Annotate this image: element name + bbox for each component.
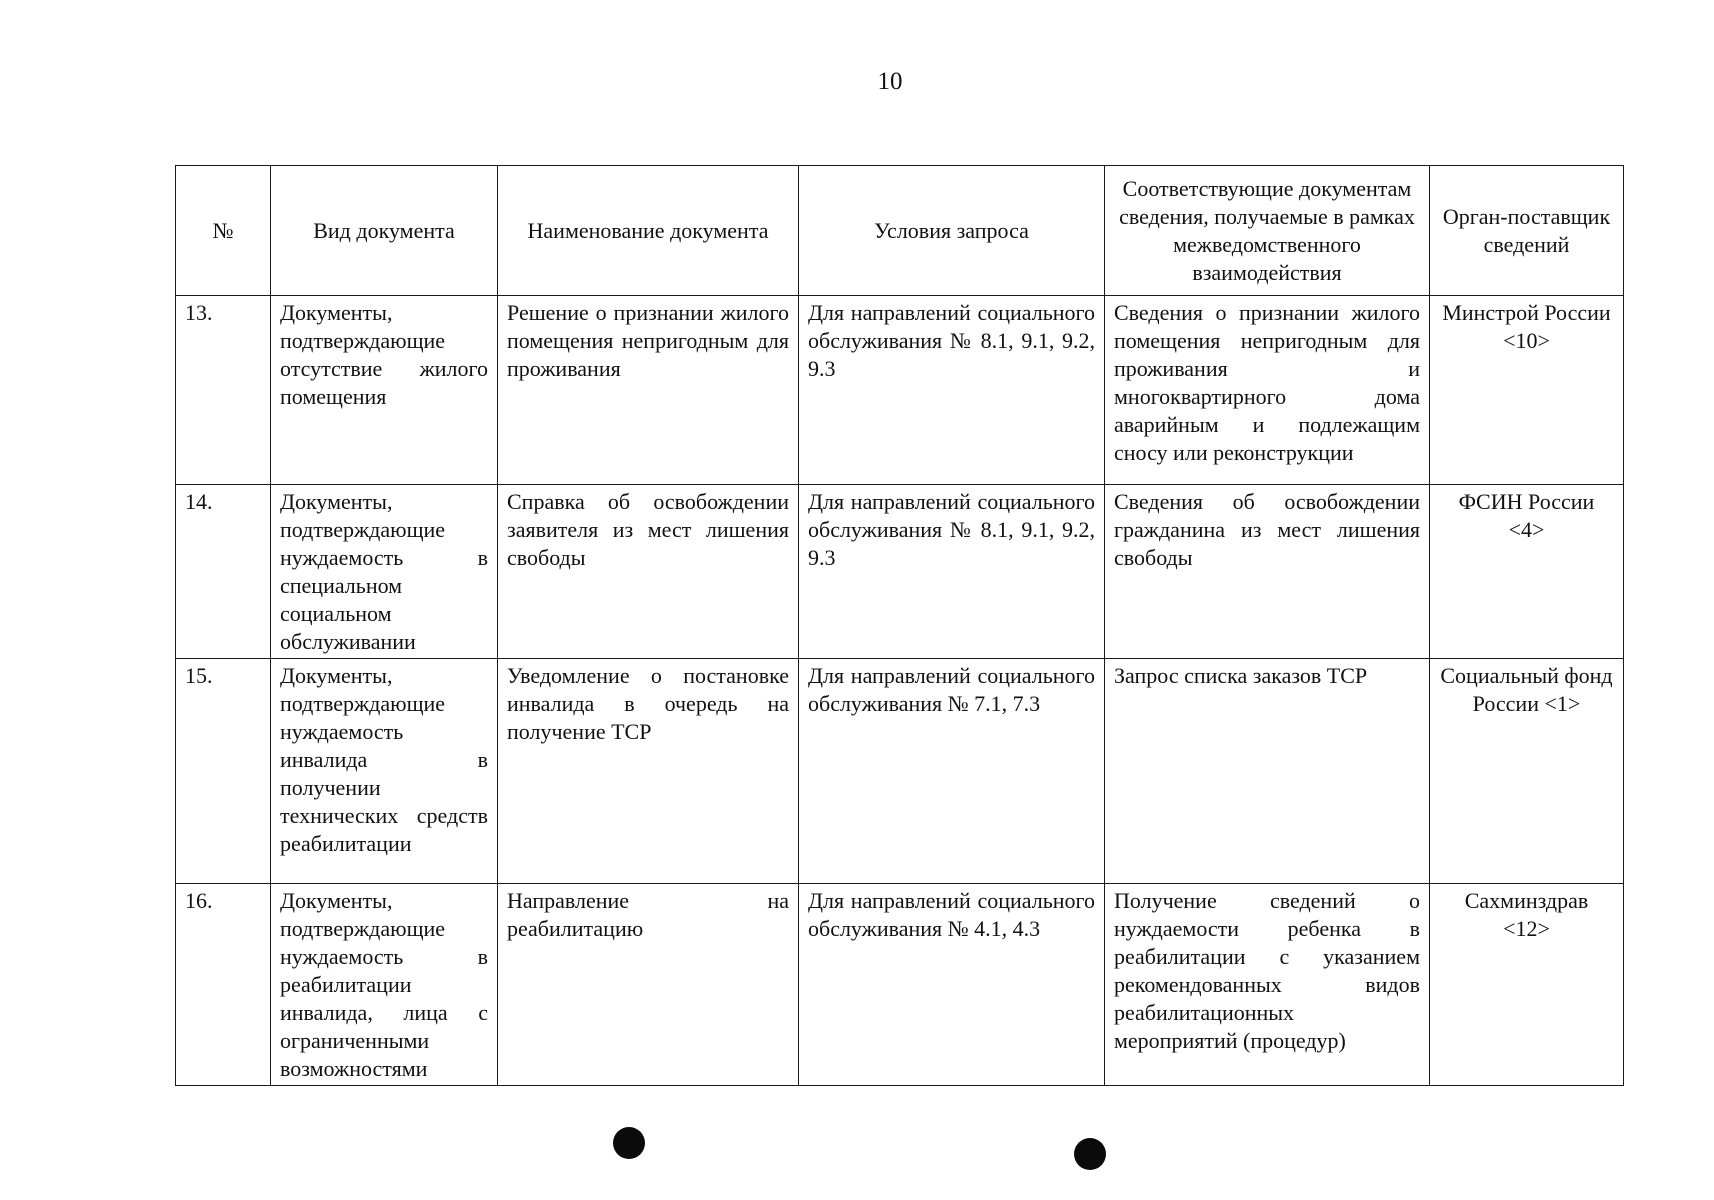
table-header-row bbox=[176, 166, 1624, 296]
page-number: 10 bbox=[877, 68, 903, 95]
doc-type-cell: Документы, подтверждающие нуждаемость инвалида в получении технических средств реабилитации bbox=[271, 659, 498, 884]
doc-name-cell: Решение о признании жилого помещения непригодным для проживания bbox=[498, 296, 799, 485]
punch-hole-right bbox=[1074, 1138, 1106, 1170]
row-number: 14. bbox=[176, 485, 271, 659]
doc-type-cell: Документы, подтверждающие нуждаемость в специальном социальном обслуживании bbox=[271, 485, 498, 659]
punch-hole-left bbox=[613, 1127, 645, 1159]
provider-cell: Социальный фонд России <1> bbox=[1430, 659, 1624, 884]
table-row bbox=[176, 659, 1624, 884]
info-cell: Получение сведений о нуждаемости ребенка в реабилитации с указанием рекомендованных видов реабилитационных мероприятий (процедур) bbox=[1105, 884, 1430, 1086]
table-row bbox=[176, 884, 1624, 1086]
row-number: 13. bbox=[176, 296, 271, 485]
table-row bbox=[176, 485, 1624, 659]
doc-name-cell: Справка об освобождении заявителя из мест лишения свободы bbox=[498, 485, 799, 659]
doc-type-cell: Документы, подтверждающие отсутствие жилого помещения bbox=[271, 296, 498, 485]
header-number: № bbox=[176, 166, 271, 296]
header-info: Соответствующие документам сведения, получаемые в рамках межведомственного взаимодействия bbox=[1105, 166, 1430, 296]
header-doc-name: Наименование документа bbox=[498, 166, 799, 296]
provider-cell: Сахминздрав <12> bbox=[1430, 884, 1624, 1086]
documents-table bbox=[175, 165, 1624, 1086]
header-conditions: Условия запроса bbox=[799, 166, 1105, 296]
info-cell: Сведения об освобождении гражданина из мест лишения свободы bbox=[1105, 485, 1430, 659]
conditions-cell: Для направлений социального обслуживания № 8.1, 9.1, 9.2, 9.3 bbox=[799, 485, 1105, 659]
doc-name-cell: Направление на реабилитацию bbox=[498, 884, 799, 1086]
conditions-cell: Для направлений социального обслуживания № 4.1, 4.3 bbox=[799, 884, 1105, 1086]
conditions-cell: Для направлений социального обслуживания № 8.1, 9.1, 9.2, 9.3 bbox=[799, 296, 1105, 485]
doc-type-cell: Документы, подтверждающие нуждаемость в реабилитации инвалида, лица с ограниченными возможностями bbox=[271, 884, 498, 1086]
doc-name-cell: Уведомление о постановке инвалида в очередь на получение ТСР bbox=[498, 659, 799, 884]
provider-cell: ФСИН России <4> bbox=[1430, 485, 1624, 659]
row-number: 15. bbox=[176, 659, 271, 884]
info-cell: Сведения о признании жилого помещения непригодным для проживания и многоквартирного дома аварийным и подлежащим сносу или реконструкции bbox=[1105, 296, 1430, 485]
provider-cell: Минстрой России <10> bbox=[1430, 296, 1624, 485]
conditions-cell: Для направлений социального обслуживания № 7.1, 7.3 bbox=[799, 659, 1105, 884]
header-provider: Орган-поставщик сведений bbox=[1430, 166, 1624, 296]
info-cell: Запрос списка заказов ТСР bbox=[1105, 659, 1430, 884]
table-row bbox=[176, 296, 1624, 485]
header-doc-type: Вид документа bbox=[271, 166, 498, 296]
row-number: 16. bbox=[176, 884, 271, 1086]
